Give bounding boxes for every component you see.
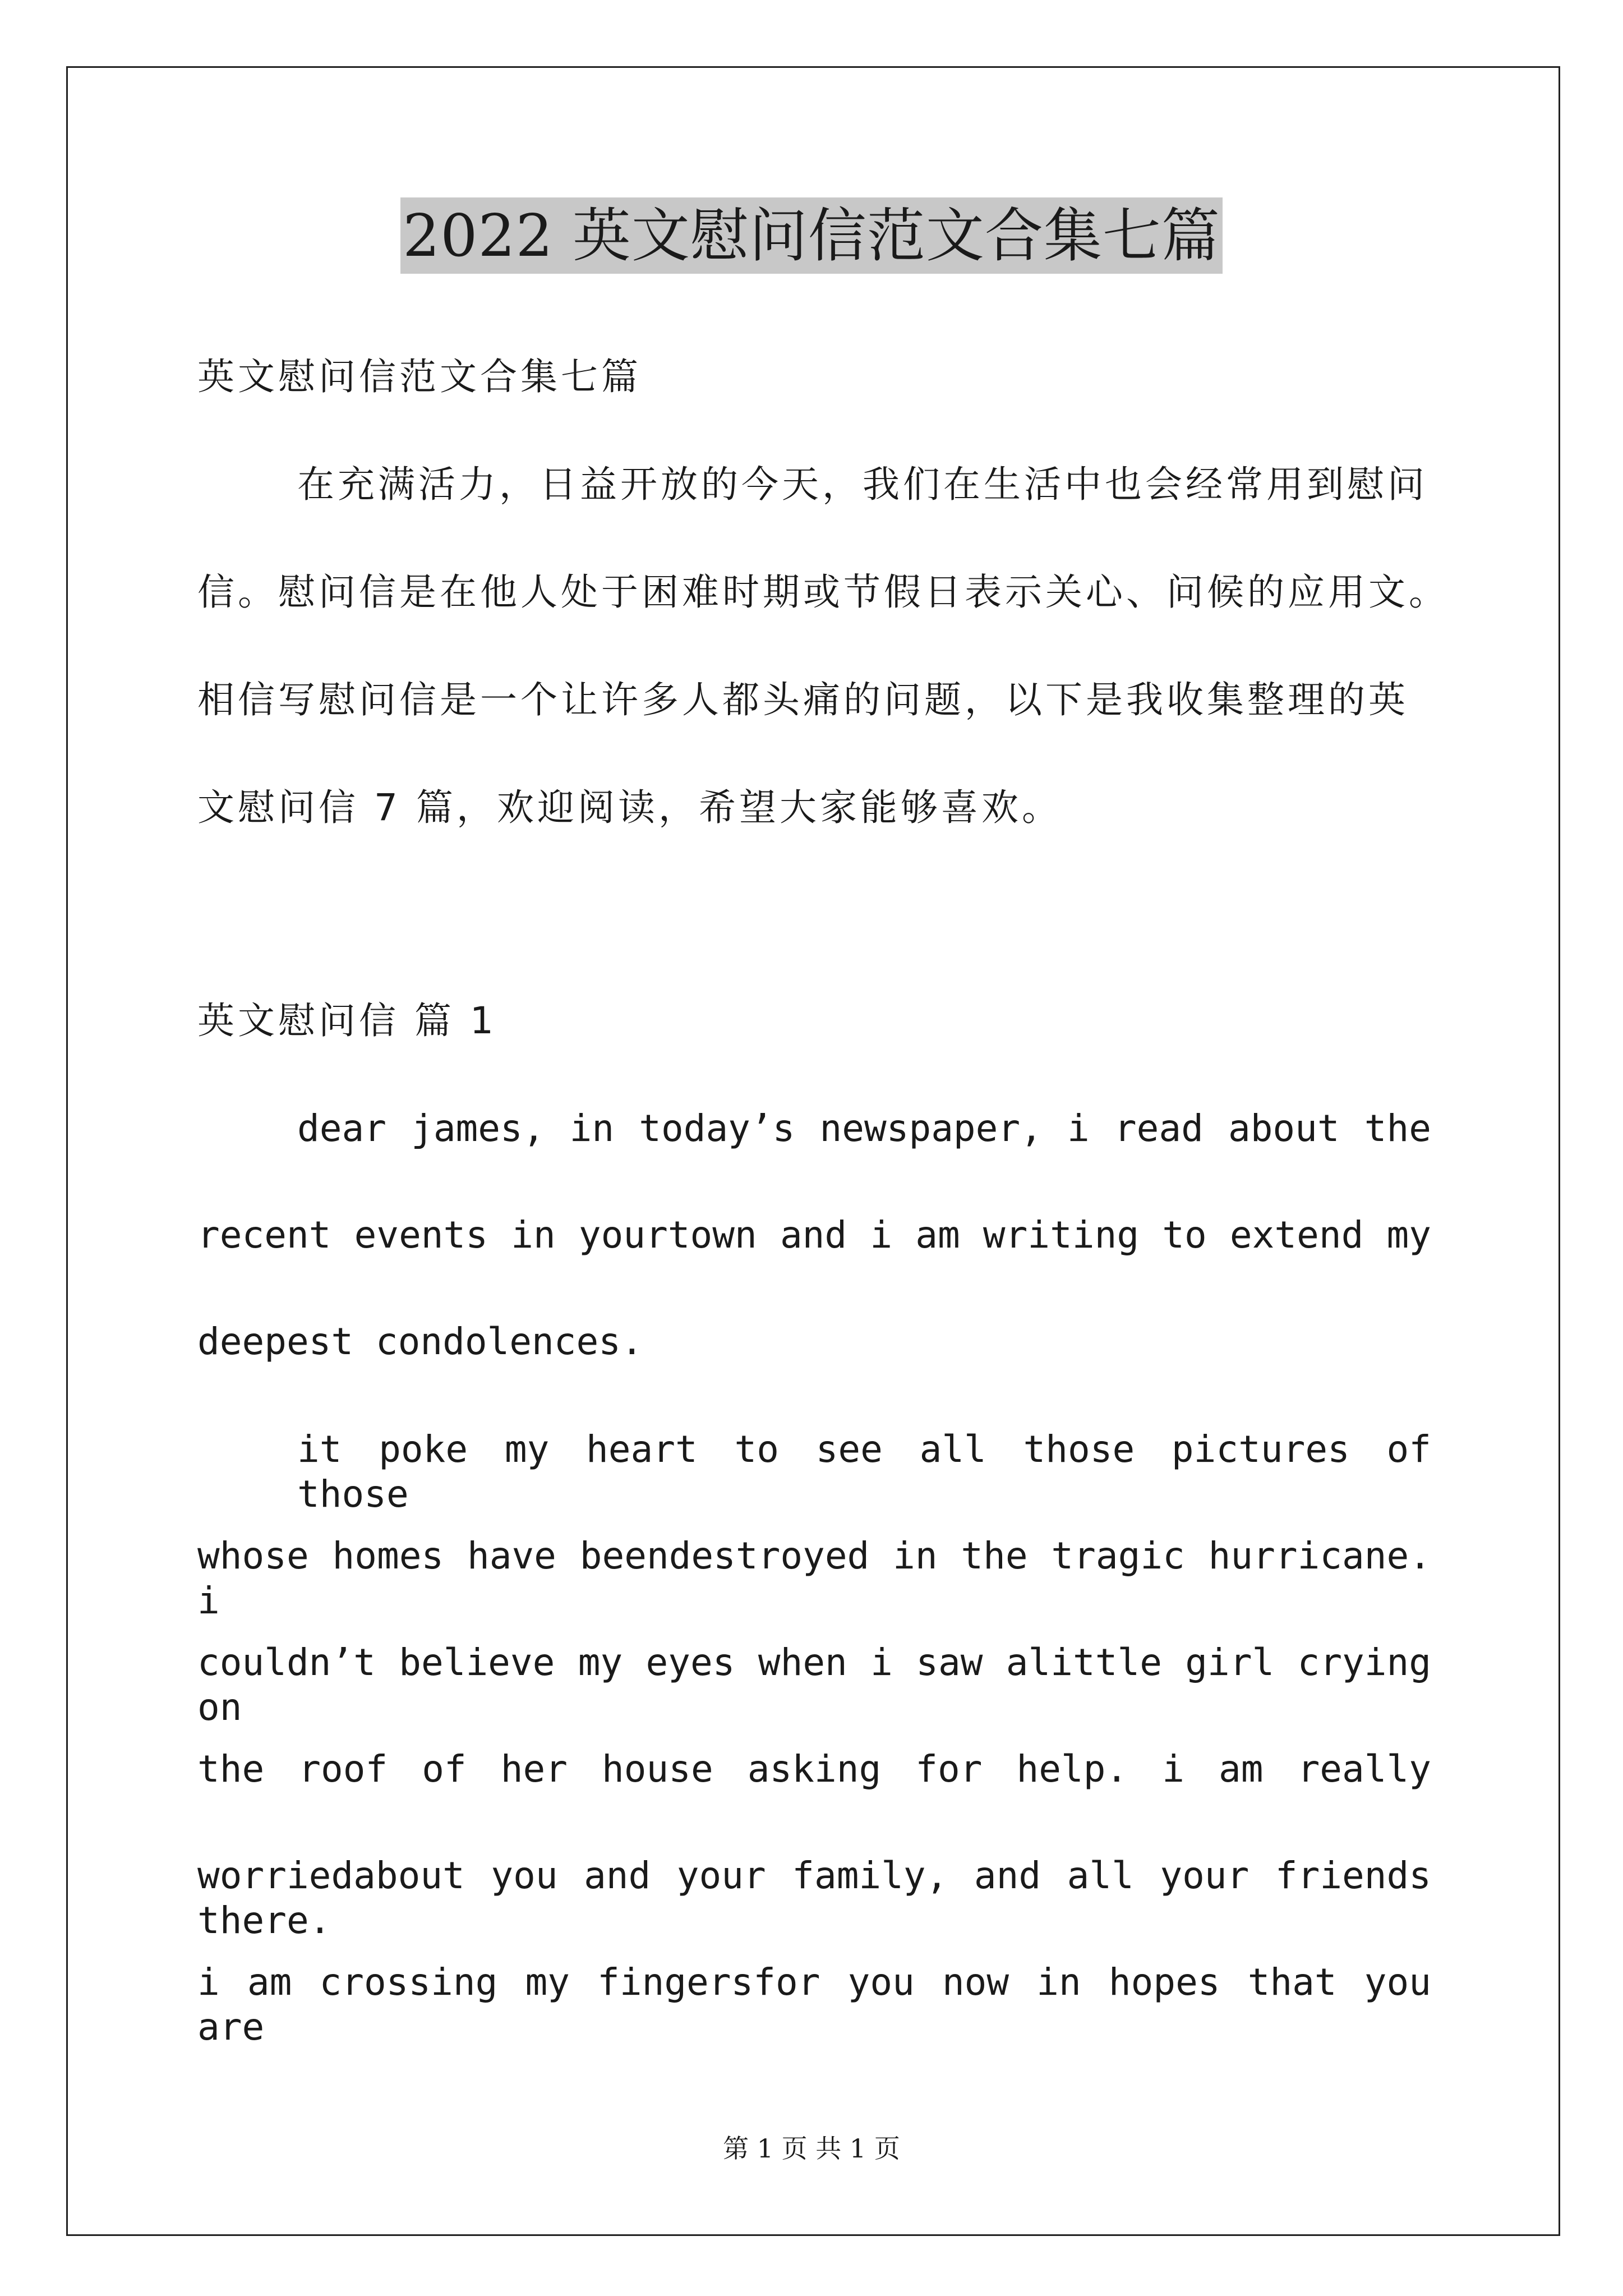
letter-line: whose homes have beendestroyed in the tragic hurricane. i [197, 1534, 1431, 1622]
intro-line: 在充满活力，日益开放的今天，我们在生活中也会经常用到慰问 [297, 463, 1428, 506]
intro-line: 相信写慰问信是一个让许多人都头痛的问题，以下是我收集整理的英 [197, 678, 1409, 721]
title-container [0, 197, 1623, 274]
document-title: 2022 英文慰问信范文合集七篇 [400, 197, 1223, 274]
letter-line: deepest condolences. [197, 1320, 643, 1363]
intro-line: 文慰问信 7 篇，欢迎阅读，希望大家能够喜欢。 [197, 786, 1062, 829]
page-footer: 第 1 页 共 1 页 [723, 2133, 900, 2164]
letter-line: i am crossing my fingersfor you now in hopes that you are [197, 1961, 1431, 2049]
letter-line: recent events in yourtown and i am writing to extend my [197, 1213, 1431, 1257]
section-heading: 英文慰问信 篇 1 [197, 999, 497, 1042]
letter-line: dear james, in today’s newspaper, i read about the [297, 1107, 1431, 1150]
document-subtitle: 英文慰问信范文合集七篇 [197, 355, 642, 398]
intro-line: 信。慰问信是在他人处于困难时期或节假日表示关心、问候的应用文。 [197, 570, 1449, 614]
letter-line: couldn’t believe my eyes when i saw alittle girl crying on [197, 1641, 1431, 1729]
letter-line: worriedabout you and your family, and all your friends there. [197, 1854, 1431, 1942]
letter-line: the roof of her house asking for help. i am really [197, 1747, 1431, 1791]
letter-line: it poke my heart to see all those pictures of those [297, 1428, 1431, 1516]
